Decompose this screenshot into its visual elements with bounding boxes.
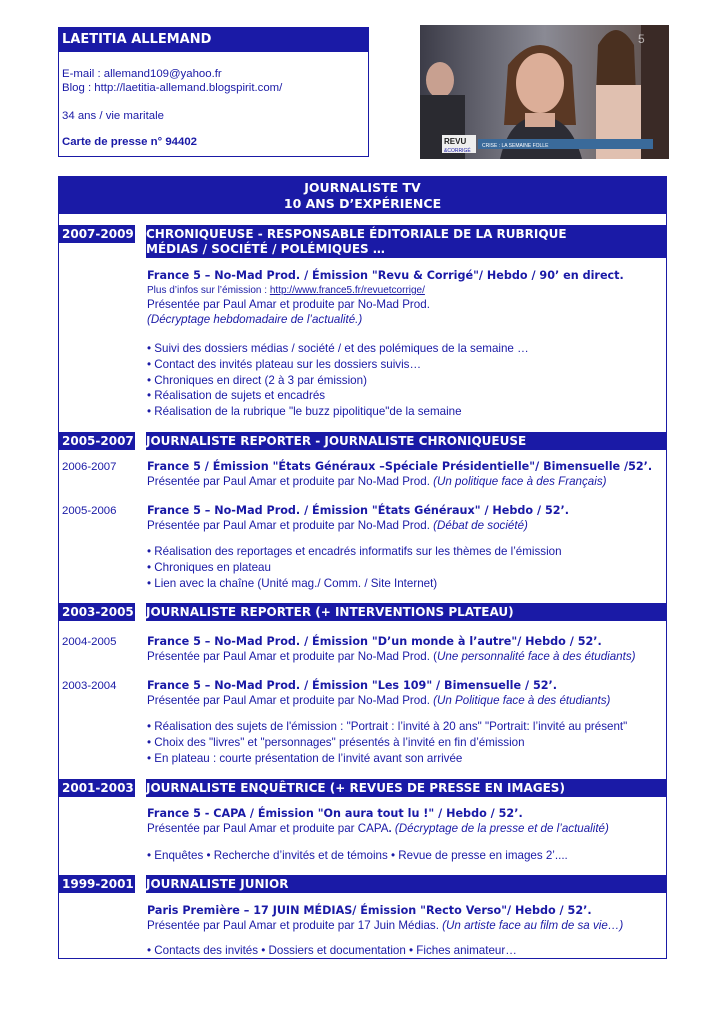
section-years: 2003-2005 xyxy=(59,603,135,621)
section-heading-line2: MÉDIAS / SOCIÉTÉ / POLÉMIQUES … xyxy=(146,242,385,256)
entry-period: 2006-2007 xyxy=(62,461,117,473)
show-title: France 5 – No-Mad Prod. / Émission "Les 109" / Bimensuelle / 52’. xyxy=(147,679,558,692)
section-years: 2005-2007 xyxy=(59,432,135,450)
show-info-label: Plus d’infos sur l’émission : xyxy=(147,285,270,296)
show-note: (Décryptage de la presse et de l’actualité) xyxy=(391,822,609,835)
presented-by-text: Présentée par Paul Amar et produite par 17 Juin Médias. xyxy=(147,919,443,932)
section-heading: JOURNALISTE REPORTER (+ INTERVENTIONS PLATEAU) xyxy=(146,603,666,621)
tv-screenshot-photo xyxy=(420,25,669,159)
show-note: (Un politique face à des Français) xyxy=(433,475,607,488)
section-years: 2001-2003 xyxy=(59,779,135,797)
entry-period: 2004-2005 xyxy=(62,636,117,648)
bullet: • Chroniques en plateau xyxy=(147,561,271,574)
show-note: Une personnalité face à des étudiants) xyxy=(437,650,636,663)
section-2003-2005 xyxy=(59,603,666,621)
section-2001-2003 xyxy=(59,779,666,797)
presented-by xyxy=(147,694,610,707)
bullet: • En plateau : courte présentation de l’invité avant son arrivée xyxy=(147,752,463,765)
presented-by-text: Présentée par Paul Amar et produite par CAPA xyxy=(147,822,389,835)
show-info xyxy=(147,285,425,296)
bullet: • Réalisation des reportages et encadrés informatifs sur les thèmes de l’émission xyxy=(147,545,562,558)
section-years: 1999-2001 xyxy=(59,875,135,893)
presented-by xyxy=(147,822,609,835)
channel-logo: 5 xyxy=(638,32,645,46)
presented-by xyxy=(147,650,636,663)
presented-by-text: Présentée par Paul Amar et produite par No-Mad Prod. ( xyxy=(147,650,437,663)
contact-block xyxy=(58,27,369,157)
section-heading: JOURNALISTE REPORTER - JOURNALISTE CHRONIQUEUSE xyxy=(146,432,666,450)
show-note: (Un artiste face au film de sa vie…) xyxy=(442,919,624,932)
show-title: France 5 - CAPA / Émission "On aura tout lu !" / Hebdo / 52’. xyxy=(147,807,523,820)
presented-by xyxy=(147,475,607,488)
show-title: France 5 – No-Mad Prod. / Émission "D’un monde à l’autre"/ Hebdo / 52’. xyxy=(147,635,602,648)
entry-period: 2005-2006 xyxy=(62,505,117,517)
show-title: France 5 – No-Mad Prod. / Émission "États Généraux" / Hebdo / 52’. xyxy=(147,504,570,517)
section-2005-2007 xyxy=(59,432,666,450)
show-title: France 5 / Émission "États Généraux –Spéciale Présidentielle"/ Bimensuelle /52’. xyxy=(147,460,653,473)
show-info-link[interactable]: http://www.france5.fr/revuetcorrige/ xyxy=(269,285,425,296)
section-heading xyxy=(146,225,666,258)
section-2007-2009 xyxy=(59,225,666,258)
presented-by-text: Présentée par Paul Amar et produite par No-Mad Prod. xyxy=(147,519,434,532)
section-1999-2001 xyxy=(59,875,666,893)
presented-by xyxy=(147,519,528,532)
show-note: (Un Politique face à des étudiants) xyxy=(433,694,611,707)
blog-link[interactable]: Blog : http://laetitia-allemand.blogspirit.com/ xyxy=(62,82,283,94)
candidate-name: LAETITIA ALLEMAND xyxy=(59,28,368,52)
show-title: Paris Première – 17 JUIN MÉDIAS/ Émission "Recto Verso"/ Hebdo / 52’. xyxy=(147,904,592,917)
age-status: 34 ans / vie maritale xyxy=(62,110,164,122)
presented-by xyxy=(147,919,623,932)
show-note: (Débat de société) xyxy=(433,519,528,532)
presented-by-text: Présentée par Paul Amar et produite par No-Mad Prod. xyxy=(147,475,434,488)
show-logo-subtext: &CORRIGÉ xyxy=(444,148,471,154)
email[interactable]: E-mail : allemand109@yahoo.fr xyxy=(62,68,222,80)
section-heading-line1: CHRONIQUEUSE - RESPONSABLE ÉDITORIALE DE LA RUBRIQUE xyxy=(146,227,567,241)
bullet: • Réalisation des sujets de l'émission : "Portrait : l’invité à 20 ans" "Portrait: l’invité au présent" xyxy=(147,720,628,733)
section-heading: JOURNALISTE ENQUÊTRICE (+ REVUES DE PRESSE EN IMAGES) xyxy=(146,779,666,797)
cv-title-line1: JOURNALISTE TV xyxy=(304,180,421,195)
presented-by: Présentée par Paul Amar et produite par No-Mad Prod. xyxy=(147,298,430,311)
bullet: • Lien avec la chaîne (Unité mag./ Comm. / Site Internet) xyxy=(147,577,438,590)
entry-period: 2003-2004 xyxy=(62,680,117,692)
cv-title-line2: 10 ANS D’EXPÉRIENCE xyxy=(283,196,442,211)
section-years: 2007-2009 xyxy=(59,225,135,243)
bullet-line: • Contacts des invités • Dossiers et documentation • Fiches animateur… xyxy=(147,944,517,957)
experience-block xyxy=(58,176,667,959)
bullet-line: • Enquêtes • Recherche d’invités et de témoins • Revue de presse en images 2’.... xyxy=(147,849,568,862)
photo-illustration xyxy=(420,25,669,159)
bullet: • Suivi des dossiers médias / société / et des polémiques de la semaine … xyxy=(147,342,529,355)
press-card: Carte de presse n° 94402 xyxy=(62,136,197,148)
bullet: • Choix des "livres" et "personnages" présentés à l’invité en fin d’émission xyxy=(147,736,525,749)
bullet: • Réalisation de la rubrique "le buzz pipolitique"de la semaine xyxy=(147,405,462,418)
bullet: • Chroniques en direct (2 à 3 par émission) xyxy=(147,374,367,387)
cv-title xyxy=(59,177,666,214)
show-title: France 5 – No-Mad Prod. / Émission "Revu & Corrigé"/ Hebdo / 90’ en direct. xyxy=(147,269,624,282)
bullet: • Réalisation de sujets et encadrés xyxy=(147,389,326,402)
show-note: (Décryptage hebdomadaire de l’actualité.) xyxy=(147,313,363,326)
tv-banner-text: CRISE : LA SEMAINE FOLLE xyxy=(482,143,549,149)
presented-by-text: Présentée par Paul Amar et produite par No-Mad Prod. xyxy=(147,694,434,707)
show-logo-text: REVU xyxy=(444,137,467,146)
section-heading: JOURNALISTE JUNIOR xyxy=(146,875,666,893)
bullet: • Contact des invités plateau sur les dossiers suivis… xyxy=(147,358,422,371)
presented-by-dot: . xyxy=(388,822,392,835)
